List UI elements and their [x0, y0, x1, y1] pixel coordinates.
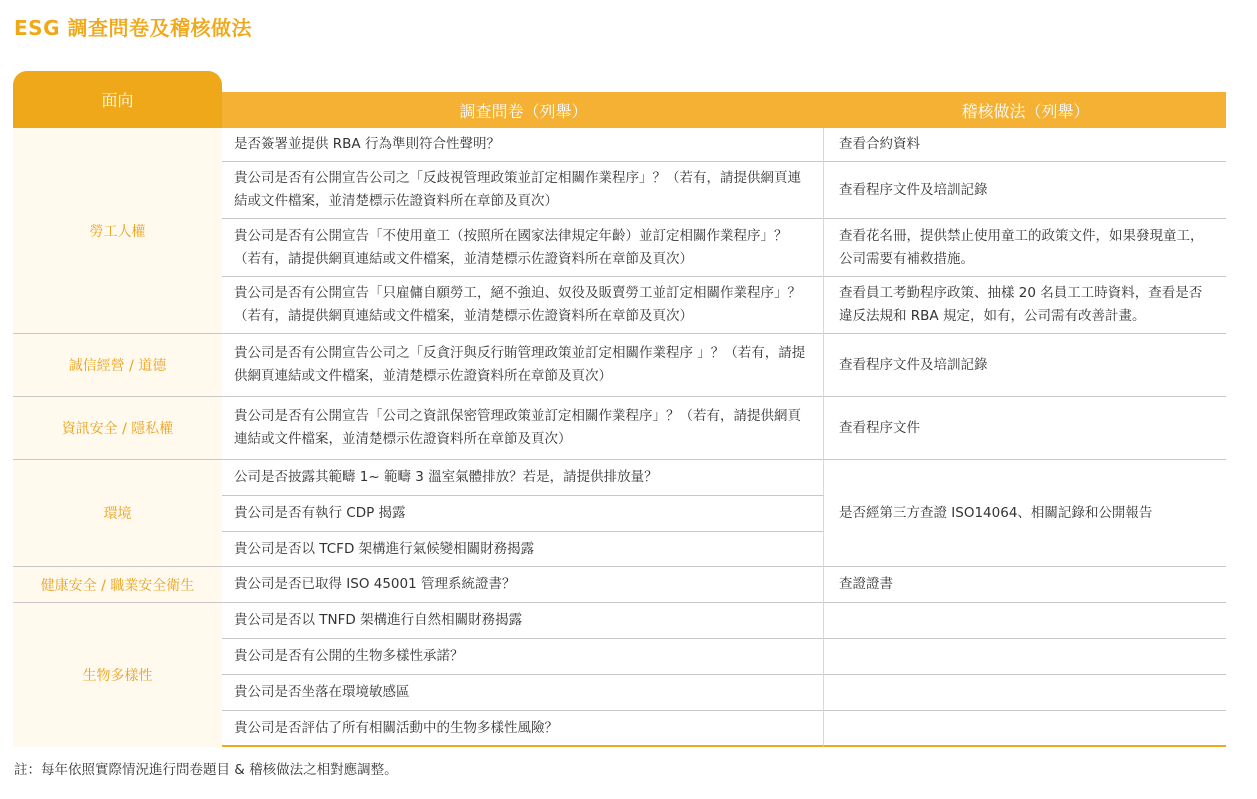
audit-cell — [824, 639, 1226, 675]
question-cell: 貴公司是否以 TCFD 架構進行氣候變相關財務揭露 — [222, 532, 824, 567]
audit-cell: 查看花名冊，提供禁止使用童工的政策文件，如果發現童工，公司需要有補救措施。 — [824, 219, 1226, 277]
question-cell: 貴公司是否有執行 CDP 揭露 — [222, 496, 824, 532]
aspect-integrity: 誠信經營 / 道德 — [13, 334, 222, 397]
question-cell: 公司是否披露其範疇 1~ 範疇 3 溫室氣體排放？若是，請提供排放量？ — [222, 460, 824, 496]
audit-cell: 查證證書 — [824, 567, 1226, 603]
question-cell: 貴公司是否有公開的生物多樣性承諾？ — [222, 639, 824, 675]
question-cell: 貴公司是否評估了所有相關活動中的生物多樣性風險？ — [222, 711, 824, 747]
audit-cell: 查看員工考勤程序政策、抽樣 20 名員工工時資料，查看是否違反法規和 RBA 規定，如有，公司需有改善計畫。 — [824, 277, 1226, 334]
page-title: ESG 調查問卷及稽核做法 — [14, 16, 252, 40]
header-aspect: 面向 — [13, 71, 222, 128]
question-cell: 貴公司是否有公開宣告「不使用童工（按照所在國家法律規定年齡）並訂定相關作業程序」？（若有，請提供網頁連結或文件檔案，並清楚標示佐證資料所在章節及頁次） — [222, 219, 824, 277]
header-survey: 調查問卷（列舉） — [459, 101, 588, 121]
question-cell: 貴公司是否有公開宣告公司之「反貪汙與反行賄管理政策並訂定相關作業程序 」？（若有，請提供網頁連結或文件檔案，並清楚標示佐證資料所在章節及頁次） — [222, 334, 824, 397]
question-cell: 貴公司是否有公開宣告公司之「反歧視管理政策並訂定相關作業程序」？（若有，請提供網頁連結或文件檔案，並清楚標示佐證資料所在章節及頁次） — [222, 162, 824, 219]
aspect-environment: 環境 — [13, 460, 222, 567]
question-cell: 是否簽署並提供 RBA 行為準則符合性聲明？ — [222, 128, 824, 162]
aspect-labor: 勞工人權 — [13, 128, 222, 334]
footnote: 註：每年依照實際情況進行問卷題目 & 稽核做法之相對應調整。 — [14, 762, 398, 778]
header-audit: 稽核做法（列舉） — [961, 101, 1090, 121]
audit-cell: 查看程序文件及培訓記錄 — [824, 162, 1226, 219]
question-cell: 貴公司是否有公開宣告「公司之資訊保密管理政策並訂定相關作業程序」？（若有，請提供網頁連結或文件檔案，並清楚標示佐證資料所在章節及頁次） — [222, 397, 824, 460]
question-cell: 貴公司是否坐落在環境敏感區 — [222, 675, 824, 711]
audit-cell — [824, 675, 1226, 711]
question-cell: 貴公司是否有公開宣告「只雇傭自願勞工，絕不強迫、奴役及販賣勞工並訂定相關作業程序」？（若有，請提供網頁連結或文件檔案，並清楚標示佐證資料所在章節及頁次） — [222, 277, 824, 334]
audit-cell: 查看程序文件及培訓記錄 — [824, 334, 1226, 397]
header-bar — [222, 92, 1226, 128]
question-cell: 貴公司是否以 TNFD 架構進行自然相關財務揭露 — [222, 603, 824, 639]
aspect-health: 健康安全 / 職業安全衛生 — [13, 567, 222, 603]
audit-cell: 是否經第三方查證 ISO14064、相關記錄和公開報告 — [824, 460, 1226, 567]
audit-cell — [824, 603, 1226, 639]
audit-cell — [824, 711, 1226, 747]
question-cell: 貴公司是否已取得 ISO 45001 管理系統證書？ — [222, 567, 824, 603]
aspect-infosec: 資訊安全 / 隱私權 — [13, 397, 222, 460]
audit-cell: 查看程序文件 — [824, 397, 1226, 460]
audit-cell: 查看合約資料 — [824, 128, 1226, 162]
aspect-biodiversity: 生物多樣性 — [13, 603, 222, 747]
